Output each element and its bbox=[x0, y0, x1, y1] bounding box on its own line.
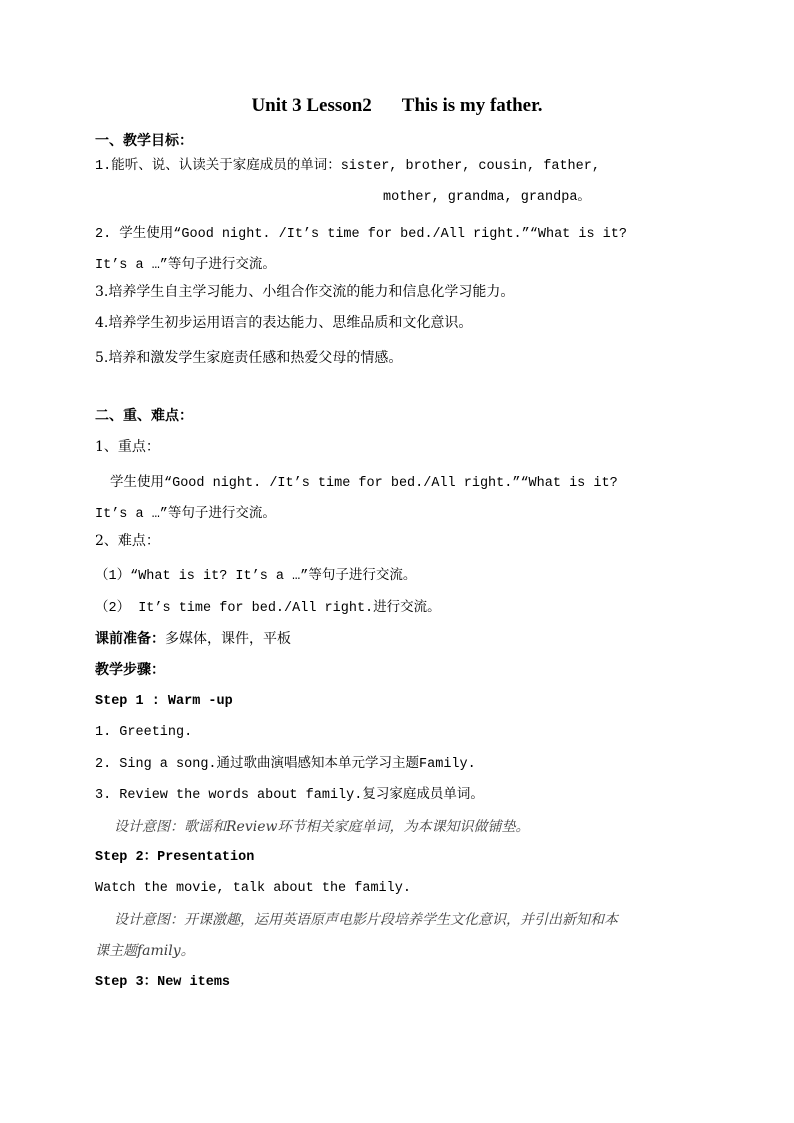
lesson-title bbox=[0, 94, 794, 118]
step-2-design-intent-line-1: 设计意图：开课激趣，运用英语原声电影片段培养学生文化意识，并引出新知和本 bbox=[114, 912, 618, 928]
key-points-heading: 二、重、难点： bbox=[95, 408, 193, 424]
step-3-heading: Step 3：New items bbox=[95, 975, 231, 990]
title-sentence: This is my father. bbox=[401, 95, 543, 116]
key-point-label: 1、重点： bbox=[95, 439, 160, 455]
objective-2-line-2: It’s a …”等句子进行交流。 bbox=[95, 258, 276, 273]
preparation-label: 课前准备： bbox=[95, 631, 165, 647]
objective-4: 4.培养学生初步运用语言的表达能力、思维品质和文化意识。 bbox=[95, 315, 473, 331]
key-point-line-2: It’s a …”等句子进行交流。 bbox=[95, 507, 276, 522]
step-1-heading: Step 1 : Warm -up bbox=[95, 694, 233, 709]
objective-2-line-1: 2. 学生使用“Good night. /It’s time for bed./All right.”“What is it? bbox=[95, 227, 627, 242]
steps-heading: 教学步骤： bbox=[95, 662, 165, 678]
difficult-point-label: 2、难点： bbox=[95, 533, 160, 549]
step-1-item-3: 3. Review the words about family.复习家庭成员单词。 bbox=[95, 788, 484, 803]
objective-1-line-2: mother, grandma, grandpa。 bbox=[383, 190, 591, 205]
difficult-point-2: （2） It’s time for bed./All right.进行交流。 bbox=[95, 601, 441, 616]
step-1-item-1: 1. Greeting. bbox=[95, 725, 193, 740]
step-1-item-2: 2. Sing a song.通过歌曲演唱感知本单元学习主题Family. bbox=[95, 757, 476, 772]
key-point-line-1: 学生使用“Good night. /It’s time for bed./All right.”“What is it? bbox=[110, 476, 618, 491]
title-unit: Unit 3 Lesson2 bbox=[251, 95, 372, 116]
preparation-line bbox=[95, 629, 291, 649]
step-2-heading: Step 2：Presentation bbox=[95, 850, 255, 865]
difficult-point-1: （1）“What is it? It’s a …”等句子进行交流。 bbox=[95, 569, 417, 584]
step-2-text: Watch the movie, talk about the family. bbox=[95, 881, 411, 896]
objective-3: 3.培养学生自主学习能力、小组合作交流的能力和信息化学习能力。 bbox=[95, 284, 515, 300]
objective-1-line-1: 1.能听、说、认读关于家庭成员的单词：sister, brother, cousin, father, bbox=[95, 159, 600, 174]
step-1-design-intent: 设计意图：歌谣和Review环节相关家庭单词，为本课知识做铺垫。 bbox=[114, 819, 530, 835]
step-2-design-intent-line-2: 课主题family。 bbox=[95, 943, 195, 959]
preparation-value: 多媒体，课件，平板 bbox=[165, 631, 291, 647]
objectives-heading: 一、教学目标： bbox=[95, 133, 193, 149]
objective-5: 5.培养和激发学生家庭责任感和热爱父母的情感。 bbox=[95, 350, 403, 366]
